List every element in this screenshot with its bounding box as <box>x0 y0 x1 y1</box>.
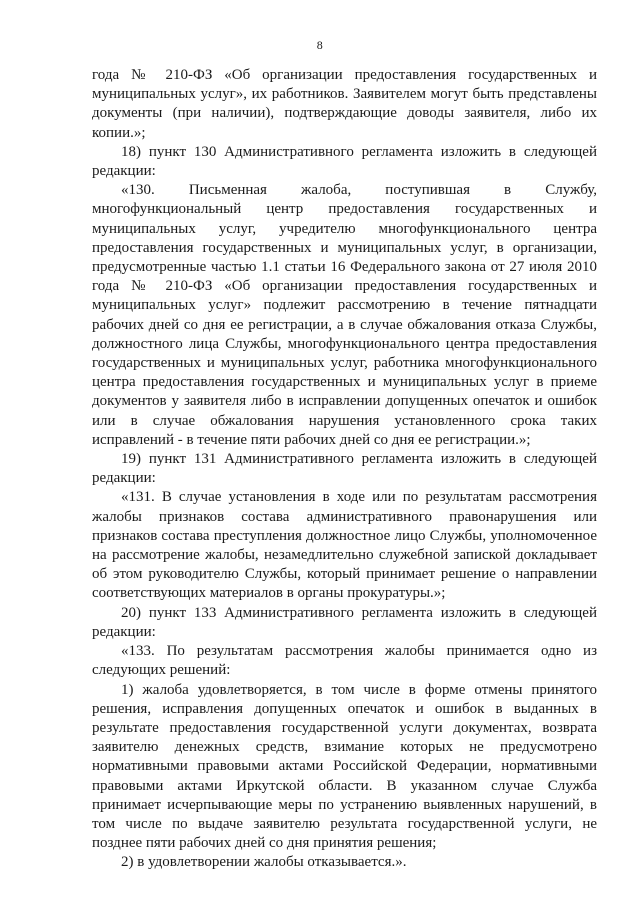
paragraph-clause-130: «130. Письменная жалоба, поступившая в Службу, многофункциональный центр предоставления государственных и муниципальных услуг, учредителю многофункционального центра предоставления государственных и муниципальных услуг, в организации, предусмотренные частью 1.1 статьи 16 Федерального закона от 27 июля 2010 года № 210-ФЗ «Об организации предоставления государственных и муниципальных услуг» подлежит рассмотрению в течение пятнадцати рабочих дней со дня ее регистрации, а в случае обжалования отказа Службы, должностного лица Службы, многофункционального центра предоставления государственных и муниципальных услуг, работника многофункционального центра предоставления государственных и муниципальных услуг в приеме документов у заявителя либо в исправлении допущенных опечаток и ошибок или в случае обжалования нарушения установленного срока таких исправлений - в течение пяти рабочих дней со дня ее регистрации.»; <box>92 182 597 448</box>
paragraph-item-18: 18) пункт 130 Административного регламента изложить в следующей редакции: <box>92 143 597 180</box>
paragraph-clause-131: «131. В случае установления в ходе или по результатам рассмотрения жалобы признаков состава административного правонарушения или признаков состава преступления должностное лицо Службы, уполномоченное на рассмотрение жалобы, незамедлительно служебной запиской докладывает об этом руководителю Службы, который принимает решение о направлении соответствующих материалов в органы прокуратуры.»; <box>92 489 597 602</box>
paragraph-clause-133: «133. По результатам рассмотрения жалобы принимается одно из следующих решений: <box>92 643 597 679</box>
paragraph-continuation: года № 210-ФЗ «Об организации предоставления государственных и муниципальных услуг», их работников. Заявителем могут быть представлены документы (при наличии), подтверждающие доводы заявителя, либо их копии.»; <box>92 67 597 141</box>
paragraph-subitem-2: 2) в удовлетворении жалобы отказывается.». <box>121 854 407 871</box>
paragraph-item-19: 19) пункт 131 Административного регламента изложить в следующей редакции: <box>92 451 597 487</box>
document-body <box>92 66 597 873</box>
paragraph-subitem-1: 1) жалоба удовлетворяется, в том числе в форме отмены принятого решения, исправления допущенных опечаток и ошибок в выданных в результате предоставления государственной услуги документах, возврата заявителю денежных средств, взимание которых не предусмотрено нормативными правовыми актами Российской Федерации, нормативными правовыми актами Иркутской области. В указанном случае Служба принимает исчерпывающие меры по устранению выявленных нарушений, в том числе по выдаче заявителю результата государственной услуги, не позднее пяти рабочих дней со дня принятия решения; <box>92 681 597 852</box>
paragraph-item-20: 20) пункт 133 Административного регламента изложить в следующей редакции: <box>92 604 597 640</box>
page-number: 8 <box>316 38 324 52</box>
